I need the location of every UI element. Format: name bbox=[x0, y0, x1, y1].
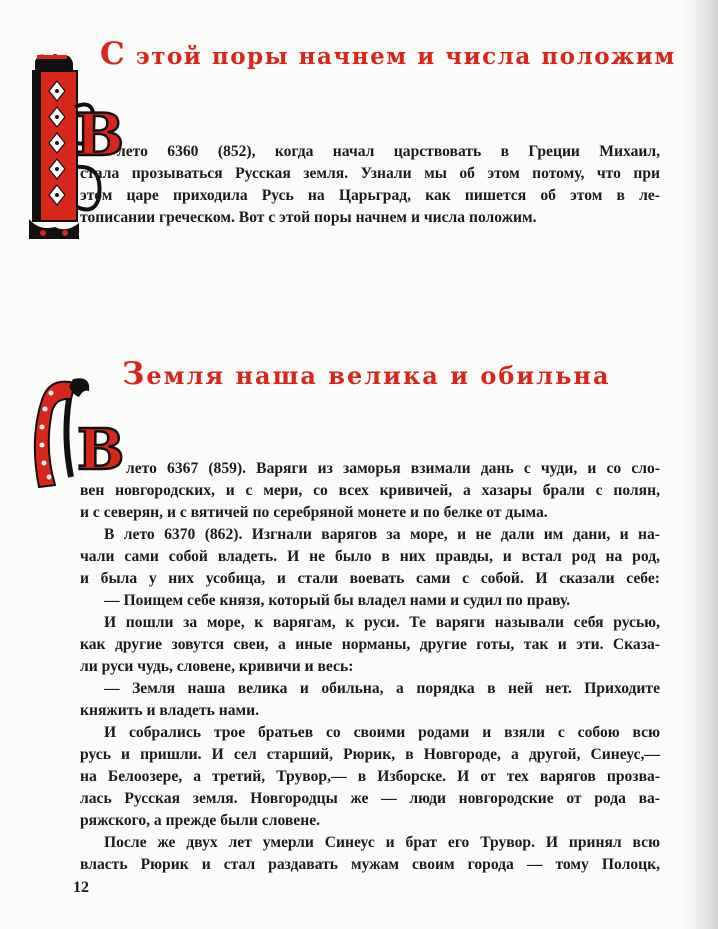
text-line: И собрались трое братьев со своими родами и взяли с собою всю bbox=[104, 724, 660, 741]
text-line: тописании греческом. Вот с этой поры начнем и числа положим. bbox=[80, 209, 537, 226]
text-line: — Поищем себе князя, который бы владел нами и судил по праву. bbox=[104, 592, 571, 609]
text-line: княжить и владеть нами. bbox=[80, 702, 260, 719]
section-2-title-text: емля наша велика и обильна bbox=[146, 361, 611, 390]
svg-text:В: В bbox=[75, 101, 125, 169]
text-line: ряжского, а прежде были словене. bbox=[80, 812, 321, 829]
text-line: И пошли за море, к варягам, к руси. Те варяги называли себя русью, bbox=[104, 614, 660, 631]
section-1-title bbox=[100, 36, 676, 72]
text-line: и была у них усобица, и стали воевать сами с собой. И сказали себе: bbox=[80, 570, 660, 587]
text-line: чали сами собой владеть. И не было в них правды, и встал род на род, bbox=[80, 548, 660, 565]
section-1-text bbox=[80, 141, 660, 229]
text-line: русь и пришли. И сел старший, Рюрик, в Новгороде, а другой, Синеус,— bbox=[80, 746, 660, 763]
text-line: власть Рюрик и стал раздавать мужам своим города — тому Полоцк, bbox=[80, 856, 660, 873]
section-2-text bbox=[80, 458, 660, 876]
svg-text:В: В bbox=[77, 417, 125, 483]
page-gutter-shadow bbox=[684, 0, 718, 929]
page-number: 12 bbox=[73, 879, 89, 896]
text-line: лето 6360 (852), когда начал царствовать в Греции Михаил, bbox=[117, 143, 660, 160]
text-line: После же двух лет умерли Синеус и брат его Трувор. И принял всю bbox=[104, 834, 660, 851]
text-line: этом царе приходила Русь на Царьград, как пишется об этом в ле- bbox=[80, 187, 660, 204]
text-line: и с северян, и с вятичей по серебряной монете и по белке от дыма. bbox=[80, 504, 548, 521]
text-line: стала прозываться Русская земля. Узнали мы об этом потому, что при bbox=[80, 165, 660, 182]
text-line: вен новгородских, и с мери, со всех кривичей, а хазары брали с полян, bbox=[80, 482, 660, 499]
text-line: на Белоозере, а третий, Трувор,— в Изборске. И от тех варягов прозва- bbox=[80, 768, 660, 785]
text-line: лась Русская земля. Новгородцы же — люди новгородские от рода ва- bbox=[80, 790, 660, 807]
section-2-title-initial: З bbox=[122, 356, 147, 392]
section-1-title-initial: С bbox=[100, 36, 127, 72]
text-line: — Земля наша велика и обильна, а порядка в ней нет. Приходите bbox=[104, 680, 660, 697]
text-line: как другие зовутся свеи, а иные норманы, другие готы, так и эти. Сказа- bbox=[80, 636, 660, 653]
section-1-title-text: этой поры начнем и числа положим bbox=[126, 43, 676, 70]
text-line: В лето 6370 (862). Изгнали варягов за море, и не дали им дани, и на- bbox=[104, 526, 660, 543]
section-2-title bbox=[122, 356, 611, 392]
text-line: ли руси чудь, словене, кривичи и весь: bbox=[80, 658, 354, 675]
text-line: лето 6367 (859). Варяги из заморья взимали дань с чуди, и со сло- bbox=[126, 460, 660, 477]
